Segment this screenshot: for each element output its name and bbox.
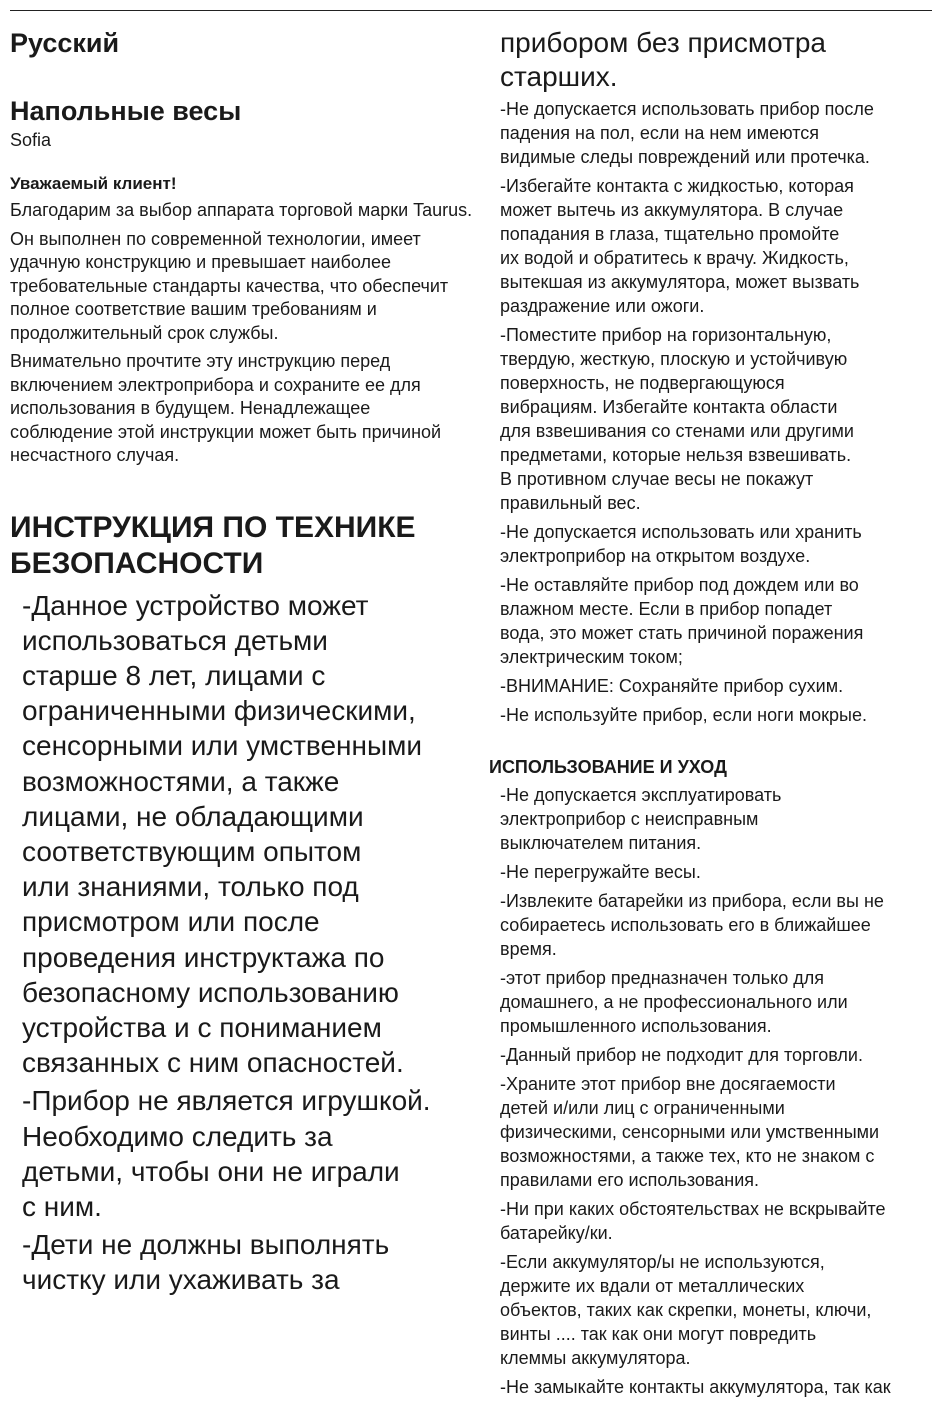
usage-title: ИСПОЛЬЗОВАНИЕ И УХОД	[489, 757, 727, 777]
usage-item: -Ни при каких обстоятельствах не вскрывайте батарейку/ки.	[500, 1199, 886, 1243]
safety-item: -Не оставляйте прибор под дождем или во влажном месте. Если в прибор попадет вода, это может стать причиной поражения электрическим током;	[500, 575, 864, 667]
safety-item: -Прибор не является игрушкой. Необходимо следить за детьми, чтобы они не играли с ним.	[22, 1085, 431, 1222]
usage-item: -Данный прибор не подходит для торговли.	[500, 1045, 863, 1065]
intro-paragraph: Внимательно прочтите эту инструкцию перед включением электроприбора и сохраните ее для использования в будущем. Ненадлежащее соблюдение этой инструкции может быть причиной несчастного случая.	[10, 351, 442, 465]
usage-item: -Извлеките батарейки из прибора, если вы не собираетесь использовать его в ближайшее время.	[500, 891, 884, 959]
right-column	[489, 26, 937, 1404]
safety-item: -Не используйте прибор, если ноги мокрые.	[500, 705, 867, 725]
model-name: Sofia	[10, 130, 52, 150]
safety-item: -Поместите прибор на горизонтальную, твердую, жесткую, плоскую и устойчивую поверхность, не подвергающуюся вибрациям. Избегайте контакта области для взвешивания со стенами или другими предметами, которые нельзя взвешивать. В противном случае весы не покажут правильный вес.	[500, 325, 854, 513]
usage-item: -Храните этот прибор вне досягаемости детей и/или лиц с ограниченными физическими, сенсорными или умственными возможностями, а также тех, кто не знаком с правилами его использования.	[500, 1074, 880, 1190]
safety-item: -Не допускается использовать или хранить электроприбор на открытом воздухе.	[500, 522, 862, 566]
safety-item: -Не допускается использовать прибор после падения на пол, если на нем имеются видимые следы повреждений или протечка.	[500, 99, 874, 167]
usage-item: -Не замыкайте контакты аккумулятора, так как	[500, 1377, 891, 1397]
product-title: Напольные весы	[10, 96, 242, 126]
safety-item: -ВНИМАНИЕ: Сохраняйте прибор сухим.	[500, 676, 844, 696]
usage-item: -этот прибор предназначен только для домашнего, а не профессионального или промышленного использования.	[500, 968, 848, 1036]
safety-item: -Дети не должны выполнять чистку или ухаживать за	[22, 1229, 390, 1296]
safety-item-continuation: прибором без присмотра старших.	[500, 27, 827, 92]
safety-item: -Данное устройство может использоваться детьми старше 8 лет, лицами с ограниченными физическими, сенсорными или умственными возможностями, а также лицами, не обладающими соответствующим опытом или знаниями, только под присмотром или после проведения инструктажа по безопасному использованию устройства и с пониманием связанных с ним опасностей.	[22, 589, 422, 1079]
safety-item: -Избегайте контакта с жидкостью, которая может вытечь из аккумулятора. В случае попадания в глаза, тщательно промойте их водой и обратитесь к врачу. Жидкость, вытекшая из аккумулятора, может вызвать раздражение или ожоги.	[500, 176, 860, 316]
greeting: Уважаемый клиент!	[10, 174, 177, 193]
language-heading: Русский	[10, 28, 120, 58]
usage-item: -Если аккумулятор/ы не используются, держите их вдали от металлических объектов, таких как скрепки, монеты, ключи, винты .... так как они могут повредить клеммы аккумулятора.	[500, 1252, 872, 1368]
left-column	[10, 26, 475, 1301]
usage-item: -Не допускается эксплуатировать электроприбор с неисправным выключателем питания.	[500, 785, 782, 853]
usage-item: -Не перегружайте весы.	[500, 862, 701, 882]
intro-paragraph: Он выполнен по современной технологии, имеет удачную конструкцию и превышает наиболее требовательные стандарты качества, что обеспечит полное соответствие вашим требованиям и продолжительный срок службы.	[10, 228, 449, 343]
top-rule	[10, 10, 932, 11]
intro-paragraph: Благодарим за выбор аппарата торговой марки Taurus.	[10, 200, 473, 220]
safety-title: ИНСТРУКЦИЯ ПО ТЕХНИКЕ БЕЗОПАСНОСТИ	[10, 510, 416, 580]
